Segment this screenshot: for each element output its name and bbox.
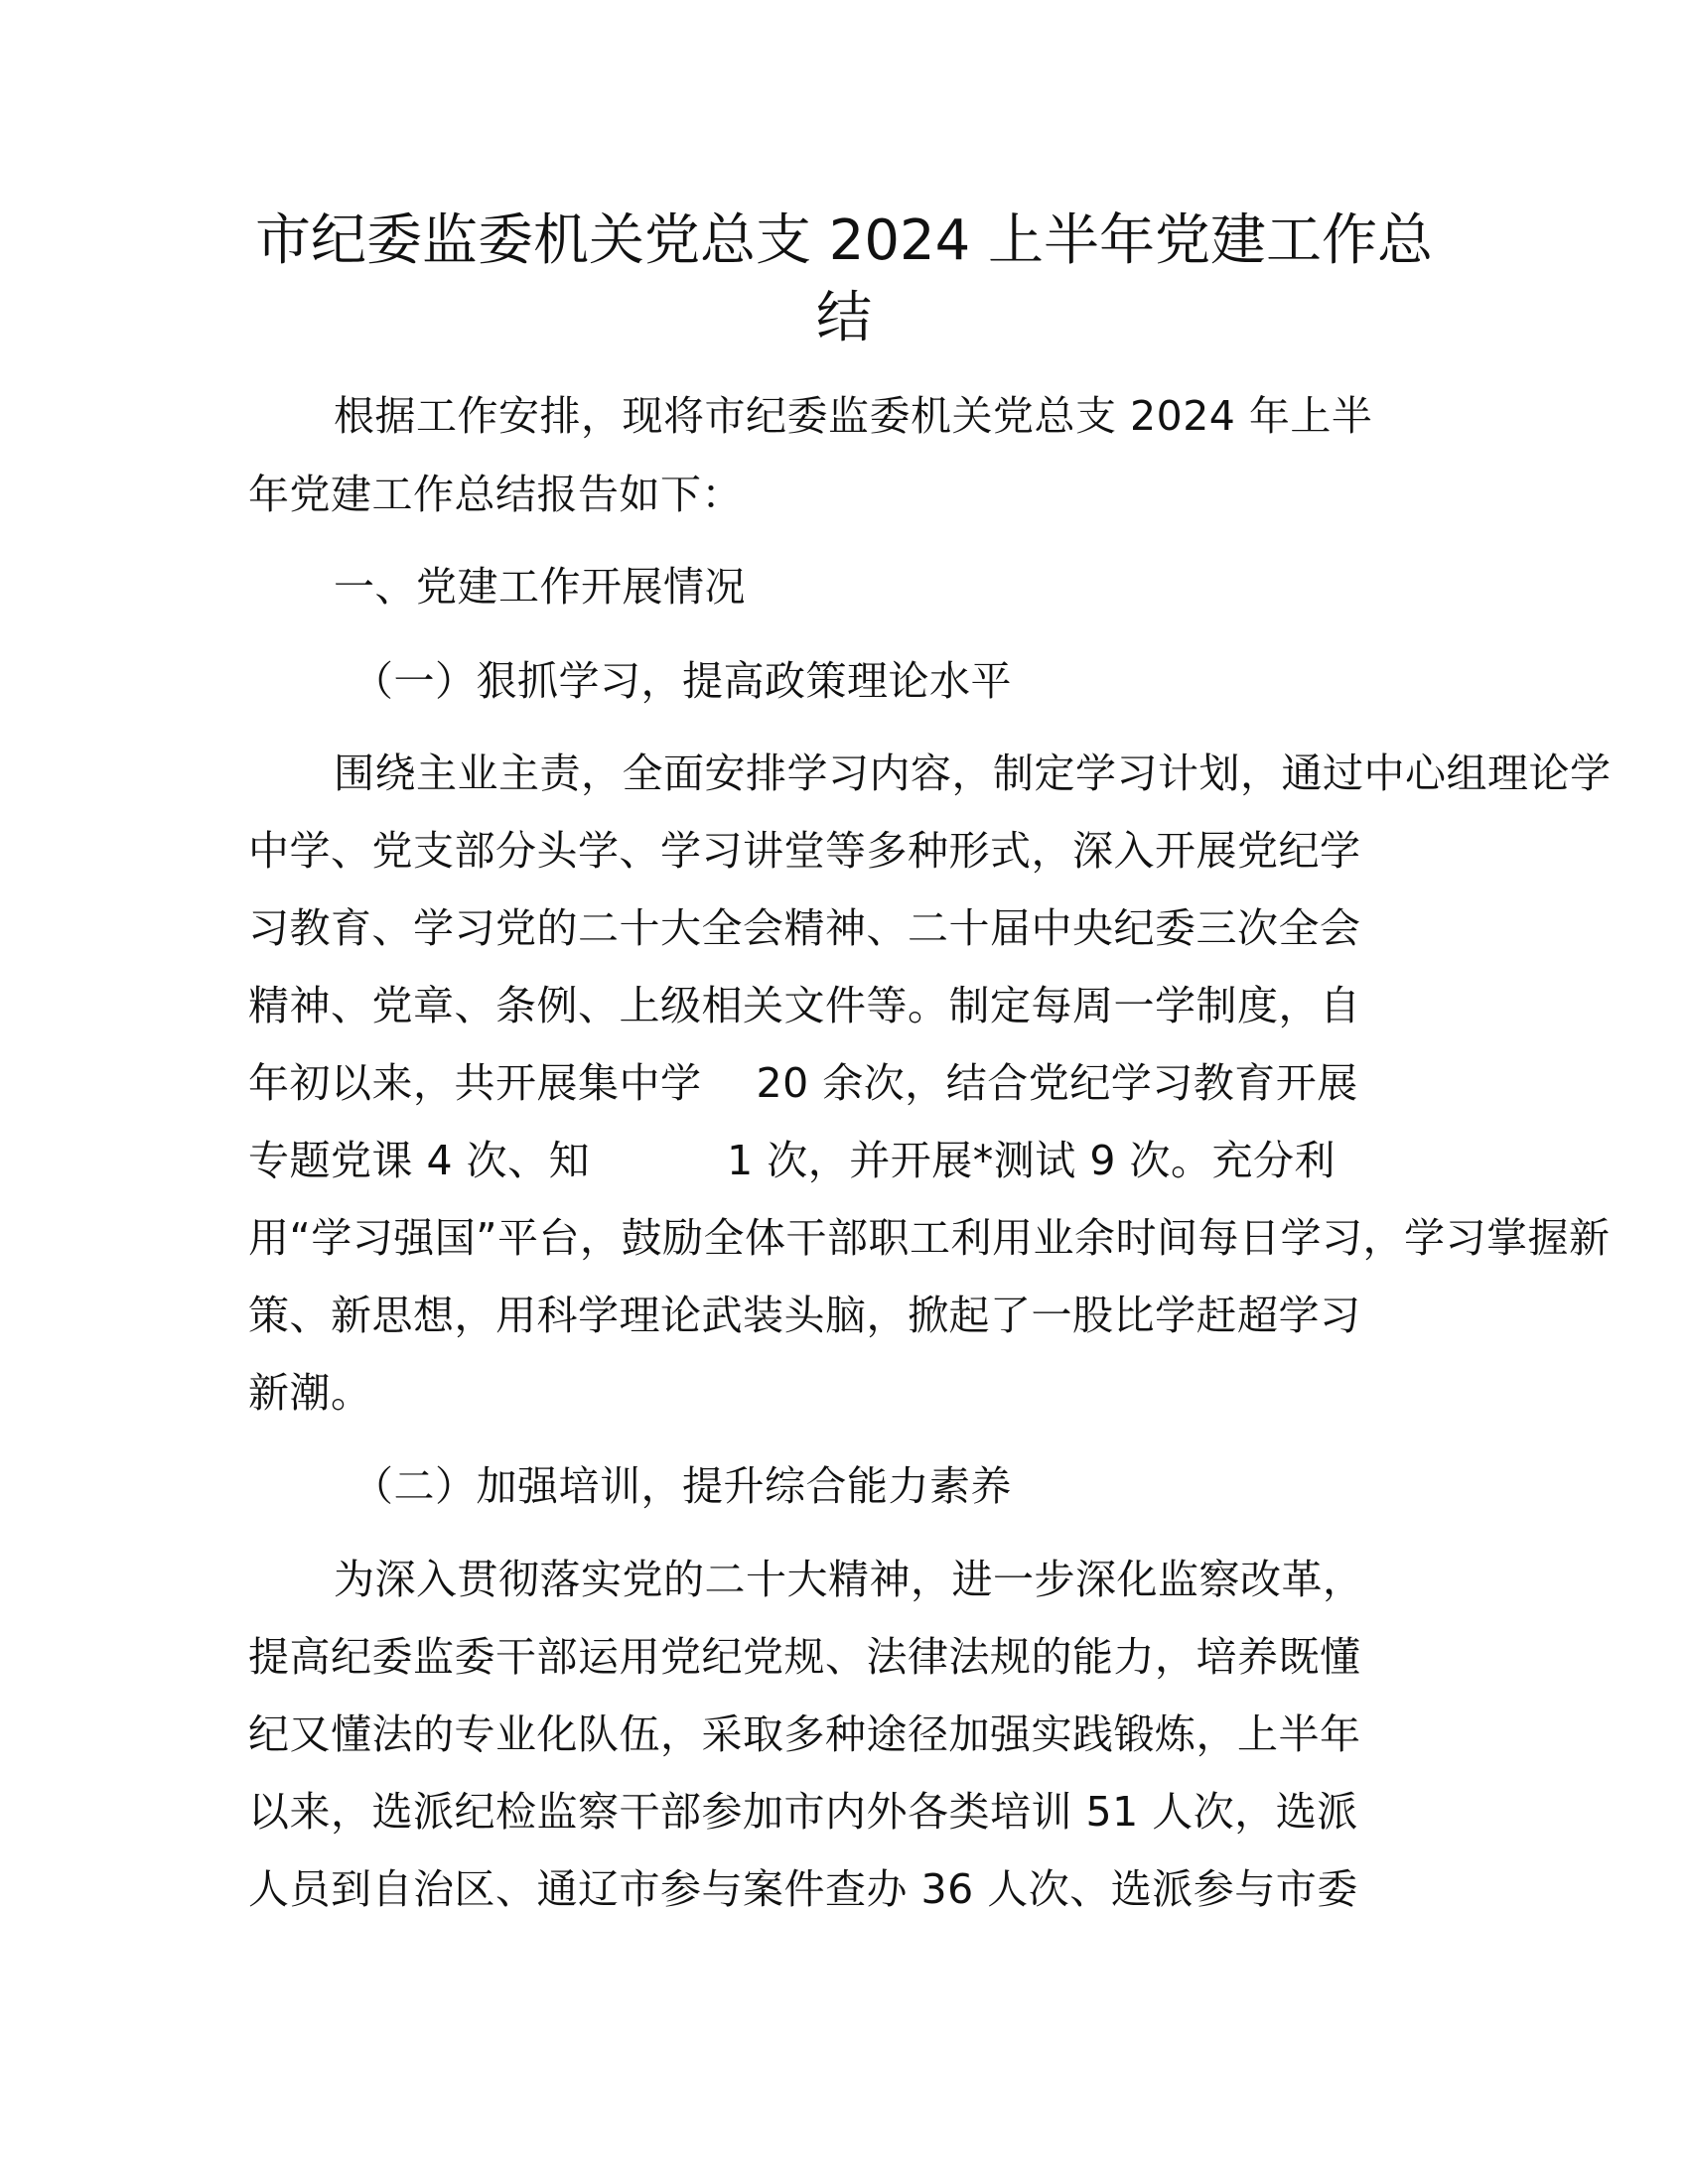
subsection-2-line-1: 为深入贯彻落实党的二十大精神，进一步深化监察改革， <box>334 1556 1364 1603</box>
subsection-2-heading: （二）加强培训，提升综合能力素养 <box>352 1462 1012 1510</box>
subsection-1-line-8: 策、新思想，用科学理论武装头脑，掀起了一股比学赶超学习 <box>248 1292 1361 1339</box>
subsection-2-line-2: 提高纪委监委干部运用党纪党规、法律法规的能力，培养既懂 <box>248 1633 1361 1681</box>
subsection-2-line-5: 人员到自治区、通辽市参与案件查办 36 人次、选派参与市委 <box>248 1865 1358 1913</box>
subsection-2-line-3: 纪又懂法的专业化队伍，采取多种途径加强实践锻炼，上半年 <box>248 1710 1361 1758</box>
subsection-1-line-6: 专题党课 4 次、知 1 次，并开展*测试 9 次。充分利 <box>248 1137 1336 1184</box>
subsection-1-line-9: 新潮。 <box>248 1369 372 1417</box>
subsection-1-line-4: 精神、党章、条例、上级相关文件等。制定每周一学制度，自 <box>248 982 1361 1029</box>
document-title-line-1: 市纪委监委机关党总支 2024 上半年党建工作总 <box>254 208 1434 273</box>
subsection-1-line-3: 习教育、学习党的二十大全会精神、二十届中央纪委三次全会 <box>248 904 1361 952</box>
subsection-1-heading: （一）狠抓学习，提高政策理论水平 <box>352 657 1012 705</box>
subsection-1-line-7: 用“学习强国”平台，鼓励全体干部职工利用业余时间每日学习，学习掌握新 <box>248 1214 1611 1262</box>
subsection-1-line-1: 围绕主业主责，全面安排学习内容，制定学习计划，通过中心组理论学 <box>334 750 1612 797</box>
intro-line-1: 根据工作安排，现将市纪委监委机关党总支 2024 年上半 <box>334 392 1373 440</box>
document-title-line-2: 结 <box>816 286 872 350</box>
intro-line-2: 年党建工作总结报告如下： <box>248 471 743 518</box>
subsection-1-line-2: 中学、党支部分头学、学习讲堂等多种形式，深入开展党纪学 <box>248 827 1361 875</box>
subsection-1-line-5: 年初以来，共开展集中学 20 余次，结合党纪学习教育开展 <box>248 1059 1358 1107</box>
subsection-2-line-4: 以来，选派纪检监察干部参加市内外各类培训 51 人次，选派 <box>248 1788 1358 1836</box>
section-1-heading: 一、党建工作开展情况 <box>334 563 746 611</box>
